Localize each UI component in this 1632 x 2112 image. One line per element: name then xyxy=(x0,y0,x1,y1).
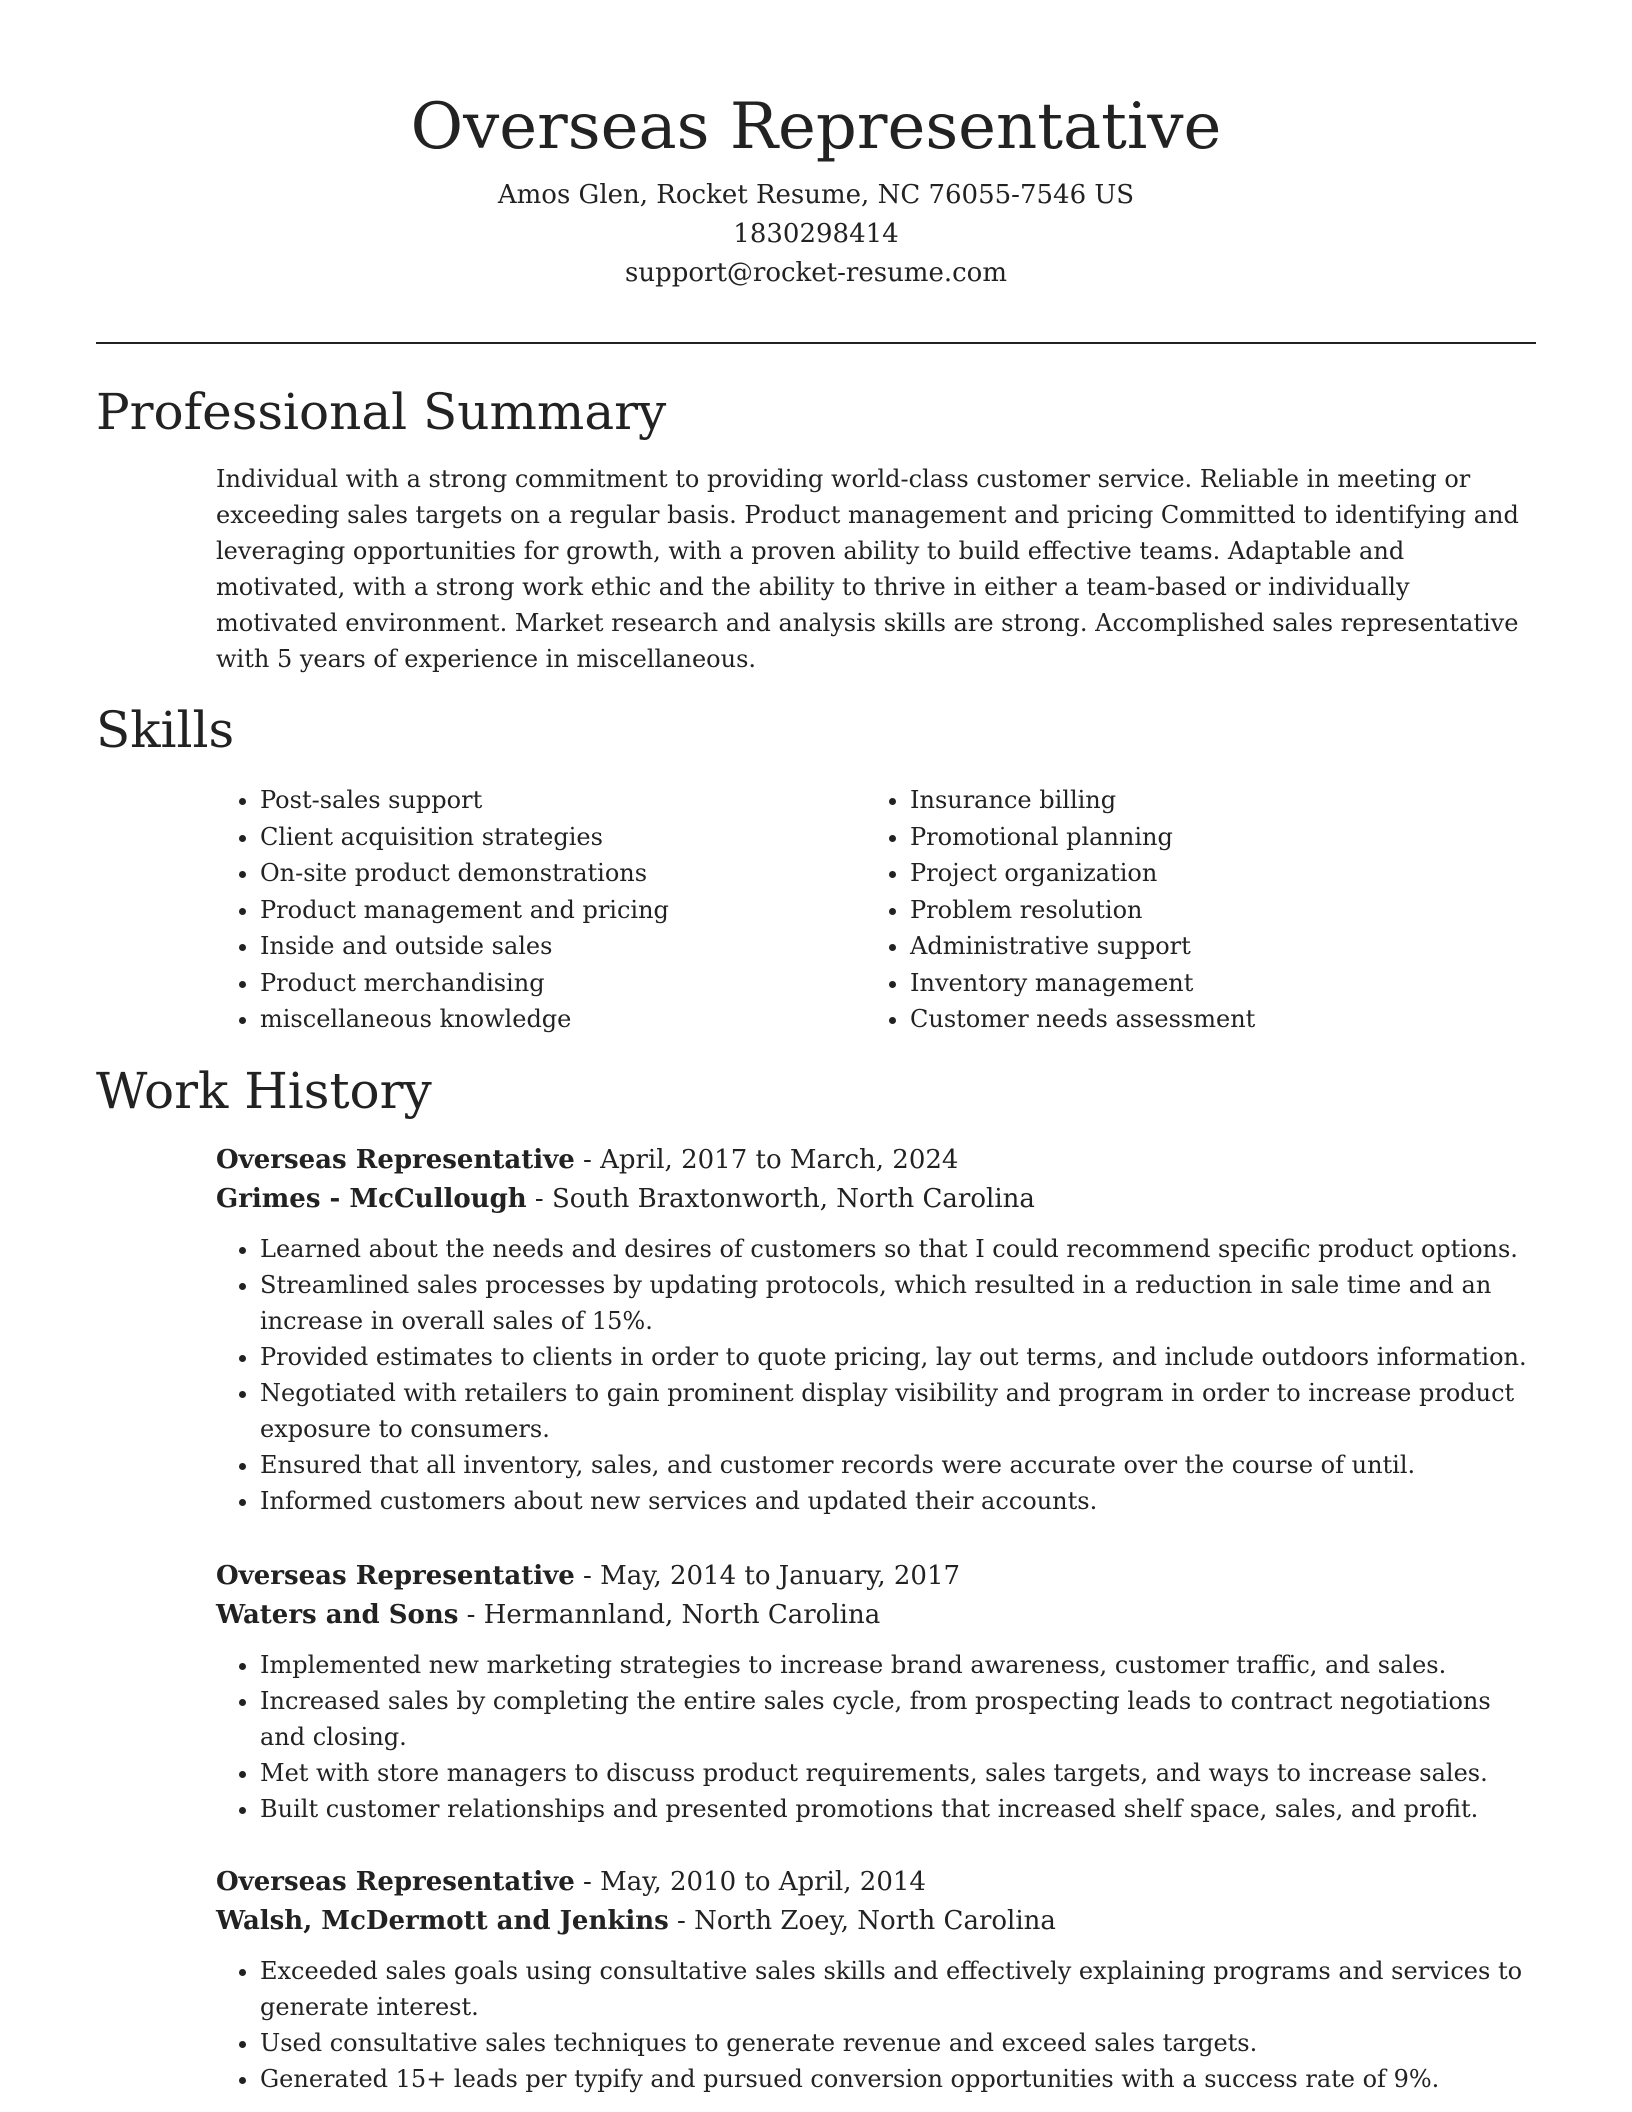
job-title-line xyxy=(216,1863,1536,1902)
job-bullet: • Implemented new marketing strategies to increase brand awareness, customer traffic, and sales. xyxy=(260,1647,1536,1683)
contact-phone: 1830298414 xyxy=(733,219,899,249)
job-entry xyxy=(216,1863,1536,2097)
job-bullet: • Exceeded sales goals using consultative sales skills and effectively explaining programs and services to generate interest. xyxy=(260,1953,1536,2025)
job-entry xyxy=(216,1557,1536,1827)
job-dates: - May, 2014 to January, 2017 xyxy=(574,1561,961,1591)
skill-item: • Client acquisition strategies xyxy=(260,819,866,856)
job-bullet: • Provided estimates to clients in order to quote pricing, lay out terms, and include outdoors information. xyxy=(260,1339,1536,1375)
job-bullets xyxy=(216,1231,1536,1519)
job-company-line xyxy=(216,1180,1536,1219)
page-title: Overseas Representative xyxy=(410,90,1222,164)
job-title-line xyxy=(216,1141,1536,1180)
summary-text: Individual with a strong commitment to providing world-class customer service. Reliable in meeting or exceeding sales targets on a regular basis. Product management and pricing Committed to identifying and leveraging opportunities for growth, with a proven ability to build effective teams. Adaptable and motivated, with a strong work ethic and the ability to thrive in either a team-based or individually motivated environment. Market research and analysis skills are strong. Accomplished sales representative with 5 years of experience in miscellaneous. xyxy=(216,465,1519,673)
job-title-line xyxy=(216,1557,1536,1596)
job-bullet: • Ensured that all inventory, sales, and customer records were accurate over the course of until. xyxy=(260,1447,1536,1483)
job-bullets xyxy=(216,1647,1536,1827)
skill-item: • Inventory management xyxy=(910,965,1516,1002)
job-company: Waters and Sons xyxy=(216,1600,459,1630)
skill-item: • Promotional planning xyxy=(910,819,1516,856)
job-bullet: • Met with store managers to discuss product requirements, sales targets, and ways to increase sales. xyxy=(260,1755,1536,1791)
job-bullet: • Streamlined sales processes by updating protocols, which resulted in a reduction in sale time and an increase in overall sales of 15%. xyxy=(260,1267,1536,1339)
job-bullet: • Informed customers about new services and updated their accounts. xyxy=(260,1483,1536,1519)
skill-item: • Customer needs assessment xyxy=(910,1001,1516,1038)
skill-item: • Administrative support xyxy=(910,928,1516,965)
job-location: - South Braxtonworth, North Carolina xyxy=(526,1184,1035,1214)
job-bullet: • Generated 15+ leads per typify and pursued conversion opportunities with a success rate of 9%. xyxy=(260,2061,1536,2097)
skills-heading: Skills xyxy=(96,701,235,759)
job-dates: - April, 2017 to March, 2024 xyxy=(574,1145,959,1175)
job-bullet: • Used consultative sales techniques to generate revenue and exceed sales targets. xyxy=(260,2025,1536,2061)
contact-address: Amos Glen, Rocket Resume, NC 76055-7546 US xyxy=(497,180,1135,210)
job-company-line xyxy=(216,1902,1536,1941)
job-bullet: • Negotiated with retailers to gain prominent display visibility and program in order to increase product exposure to consumers. xyxy=(260,1375,1536,1447)
job-location: - North Zoey, North Carolina xyxy=(668,1906,1056,1936)
work-history-heading: Work History xyxy=(96,1062,432,1120)
job-title: Overseas Representative xyxy=(216,1867,575,1897)
skill-item: • On-site product demonstrations xyxy=(260,855,866,892)
job-location: - Hermannland, North Carolina xyxy=(458,1600,881,1630)
header-divider xyxy=(96,342,1536,344)
summary-heading: Professional Summary xyxy=(96,383,667,441)
job-bullets xyxy=(216,1953,1536,2097)
contact-info xyxy=(96,176,1536,293)
skill-item: • Inside and outside sales xyxy=(260,928,866,965)
skill-item: • Problem resolution xyxy=(910,892,1516,929)
skills-list xyxy=(216,782,1536,1038)
job-entry xyxy=(216,1141,1536,1519)
skill-item: • Product management and pricing xyxy=(260,892,866,929)
job-bullet: • Learned about the needs and desires of customers so that I could recommend specific product options. xyxy=(260,1231,1536,1267)
skill-item: • Product merchandising xyxy=(260,965,866,1002)
skill-item: • Insurance billing xyxy=(910,782,1516,819)
job-title: Overseas Representative xyxy=(216,1145,575,1175)
job-bullet: • Increased sales by completing the entire sales cycle, from prospecting leads to contract negotiations and closing. xyxy=(260,1683,1536,1755)
skills-column-right xyxy=(866,782,1516,1038)
job-company: Walsh, McDermott and Jenkins xyxy=(216,1906,669,1936)
skill-item: • Post-sales support xyxy=(260,782,866,819)
skills-column-left xyxy=(216,782,866,1038)
job-company-line xyxy=(216,1596,1536,1635)
job-title: Overseas Representative xyxy=(216,1561,575,1591)
job-company: Grimes - McCullough xyxy=(216,1184,527,1214)
skill-item: • Project organization xyxy=(910,855,1516,892)
contact-email: support@rocket-resume.com xyxy=(624,258,1007,288)
job-dates: - May, 2010 to April, 2014 xyxy=(574,1867,926,1897)
skill-item: • miscellaneous knowledge xyxy=(260,1001,866,1038)
resume-header xyxy=(96,84,1536,293)
job-bullet: • Built customer relationships and presented promotions that increased shelf space, sales, and profit. xyxy=(260,1791,1536,1827)
